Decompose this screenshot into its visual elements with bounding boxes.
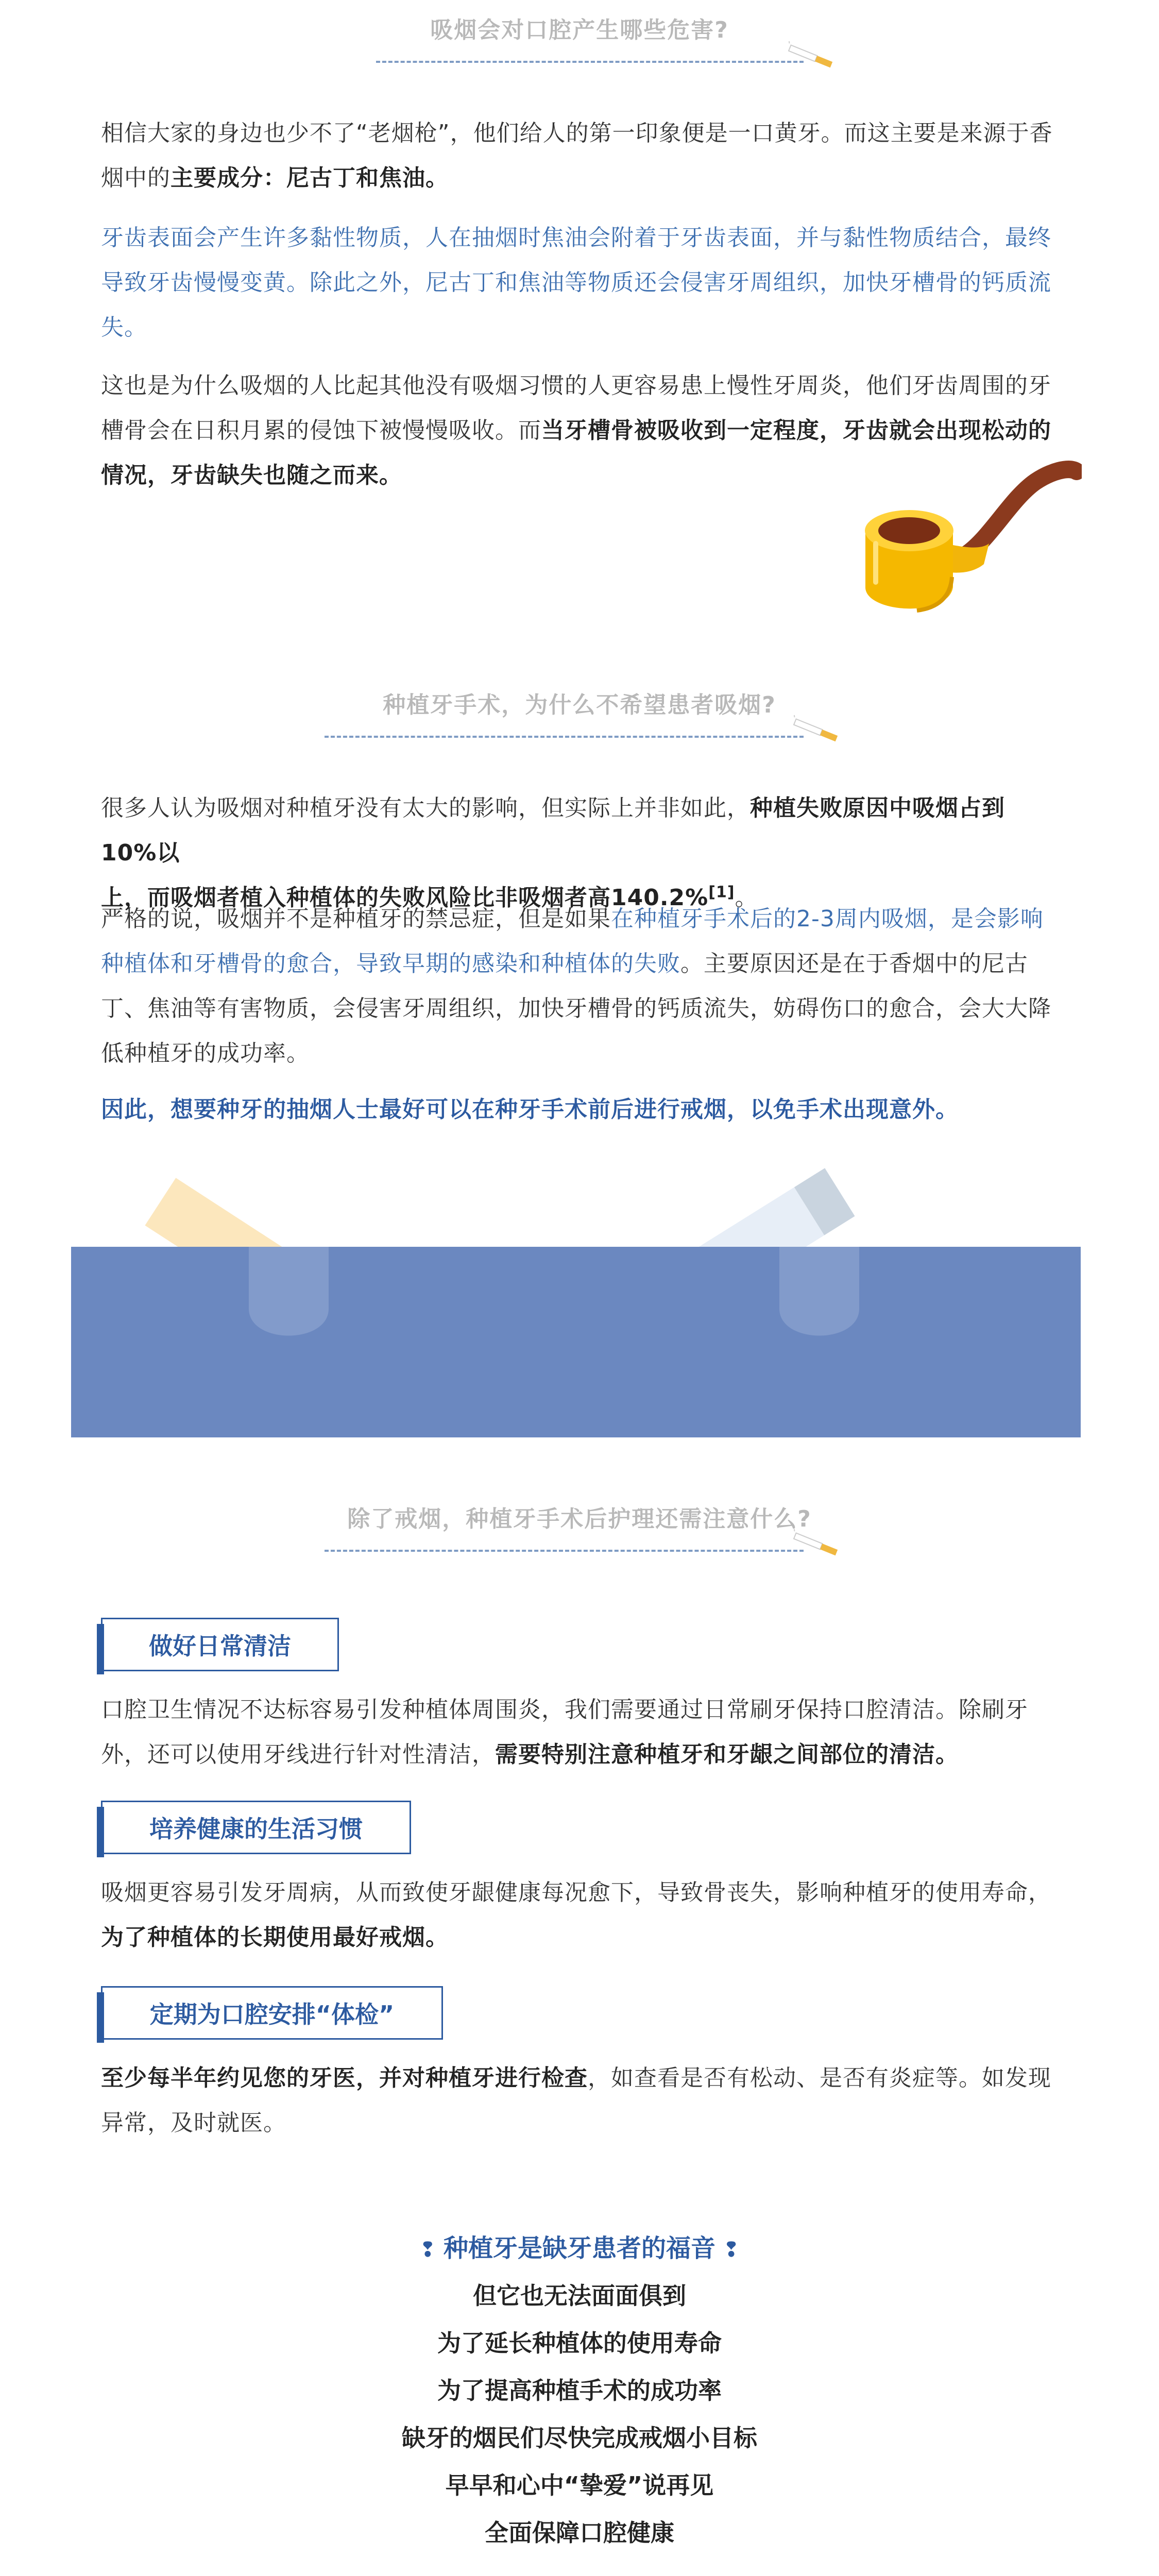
closing-line: 缺牙的烟民们尽快完成戒烟小目标 xyxy=(402,2424,757,2452)
text-line: 槽骨会在日积月累的侵蚀下被慢慢吸收。而 xyxy=(101,417,541,444)
pipe-illustration xyxy=(855,453,1082,629)
subheading-healthy-habits xyxy=(97,1801,411,1857)
text-line: 烟中的 xyxy=(101,165,171,191)
closing-line: 为了提高种植手术的成功率 xyxy=(437,2377,722,2404)
text-line: 丁、焦油等有害物质，会侵害牙周组织，加快牙槽骨的钙质流失，妨碍伤口的愈合，会大大降 xyxy=(101,995,1051,1022)
closing-line: 全面保障口腔健康 xyxy=(485,2519,674,2547)
tooth-icon: ❢ xyxy=(419,2238,444,2262)
subheading-frame xyxy=(101,1618,339,1671)
text-line: 吸烟更容易引发牙周病，从而致使牙龈健康每况愈下，导致骨丧失，影响种植牙的使用寿命， xyxy=(101,1879,1051,1906)
bold-text: 主要成分：尼古丁和焦油。 xyxy=(171,165,449,191)
cigarette-icon xyxy=(788,1529,845,1560)
paragraph-habits xyxy=(101,1870,1057,1960)
paragraph-contraindication xyxy=(101,896,1057,1076)
paragraph-advice: 因此，想要种牙的抽烟人士最好可以在种牙手术前后进行戒烟，以免手术出现意外。 xyxy=(101,1096,959,1123)
text-line: ，如查看是否有松动、是否有炎症等。如发现 xyxy=(588,2065,1051,2091)
citation-superscript[interactable]: [1] xyxy=(708,883,735,902)
cigarettes-illustration xyxy=(71,1103,1081,1437)
bold-text: 种植失败原因中吸烟占到10%以 xyxy=(101,795,1005,866)
bold-text: 情况，牙齿缺失也随之而来。 xyxy=(101,462,402,488)
closing-line: 为了延长种植体的使用寿命 xyxy=(437,2329,722,2357)
paragraph-cleaning xyxy=(101,1687,1057,1777)
bold-text: 需要特别注意种植牙和牙龈之间部位的清洁。 xyxy=(495,1741,959,1768)
subheading-checkup xyxy=(97,1986,443,2043)
text-line: 这也是为什么吸烟的人比起其他没有吸烟习惯的人更容易患上慢性牙周炎，他们牙齿周围的牙 xyxy=(101,372,1051,399)
text-line: 相信大家的身边也少不了“老烟枪”，他们给人的第一印象便是一口黄牙。而这主要是来源于香 xyxy=(101,120,1053,146)
highlight-text: 种植体和牙槽骨的愈合，导致早期的感染和种植体的失败 xyxy=(101,951,680,977)
subheading-frame xyxy=(101,1986,443,2040)
bold-text: 为了种植体的长期使用最好戒烟。 xyxy=(101,1924,449,1951)
closing-title xyxy=(0,2228,1159,2264)
section-title: 吸烟会对口腔产生哪些危害? xyxy=(430,17,729,43)
highlight-text: 在种植牙手术后的2-3周内吸烟，是会影响 xyxy=(611,906,1044,932)
subheading-frame xyxy=(101,1801,411,1854)
closing-line: 早早和心中“挚爱”说再见 xyxy=(445,2471,714,2499)
text-line: 失。 xyxy=(101,314,147,341)
cigarette-icon xyxy=(783,41,840,72)
paragraph-intro xyxy=(101,111,1057,200)
text-line: 很多人认为吸烟对种植牙没有太大的影响，但实际上并非如此， xyxy=(101,795,750,821)
text-line: 口腔卫生情况不达标容易引发种植体周围炎，我们需要通过日常刷牙保持口腔清洁。除刷牙 xyxy=(101,1697,1028,1723)
subheading-label: 培养健康的生活习惯 xyxy=(149,1815,363,1843)
text-line: 低种植牙的成功率。 xyxy=(101,1040,310,1066)
paragraph-staining xyxy=(101,215,1057,350)
text-line: 。主要原因还是在于香烟中的尼古 xyxy=(680,951,1028,977)
text-line: 牙齿表面会产生许多黏性物质，人在抽烟时焦油会附着于牙齿表面，并与黏性物质结合，最终 xyxy=(101,225,1051,251)
section-title: 除了戒烟，种植牙手术后护理还需注意什么? xyxy=(347,1506,812,1532)
bold-text: 上，而吸烟者植入种植体的失败风险比非吸烟者高140.2% xyxy=(101,885,709,911)
closing-line: 但它也无法面面俱到 xyxy=(473,2282,686,2310)
section-title-underline xyxy=(325,1550,804,1552)
paragraph-checkup xyxy=(101,2056,1057,2145)
section-title: 种植牙手术，为什么不希望患者吸烟? xyxy=(383,692,776,718)
text-line: 异常，及时就医。 xyxy=(101,2110,286,2136)
bold-text: 当牙槽骨被吸收到一定程度，牙齿就会出现松动的 xyxy=(541,417,1051,444)
closing-title-text: 种植牙是缺牙患者的福音 xyxy=(443,2234,715,2263)
text-line: 严格的说，吸烟并不是种植牙的禁忌症，但是如果 xyxy=(101,906,611,932)
text-line: 导致牙齿慢慢变黄。除此之外，尼古丁和焦油等物质还会侵害牙周组织，加快牙槽骨的钙质流 xyxy=(101,269,1051,296)
text-line: 。 xyxy=(735,885,758,911)
section-title-underline xyxy=(376,61,804,63)
subheading-label: 做好日常清洁 xyxy=(149,1632,291,1660)
cigarette-icon xyxy=(788,715,845,746)
bold-text: 至少每半年约见您的牙医，并对种植牙进行检查 xyxy=(101,2065,588,2091)
subheading-label: 定期为口腔安排“体检” xyxy=(149,2001,395,2028)
tooth-icon: ❢ xyxy=(715,2238,740,2262)
subheading-daily-cleaning xyxy=(97,1618,339,1674)
text-line: 外，还可以使用牙线进行针对性清洁， xyxy=(101,1741,495,1768)
section-title-underline xyxy=(325,736,804,738)
